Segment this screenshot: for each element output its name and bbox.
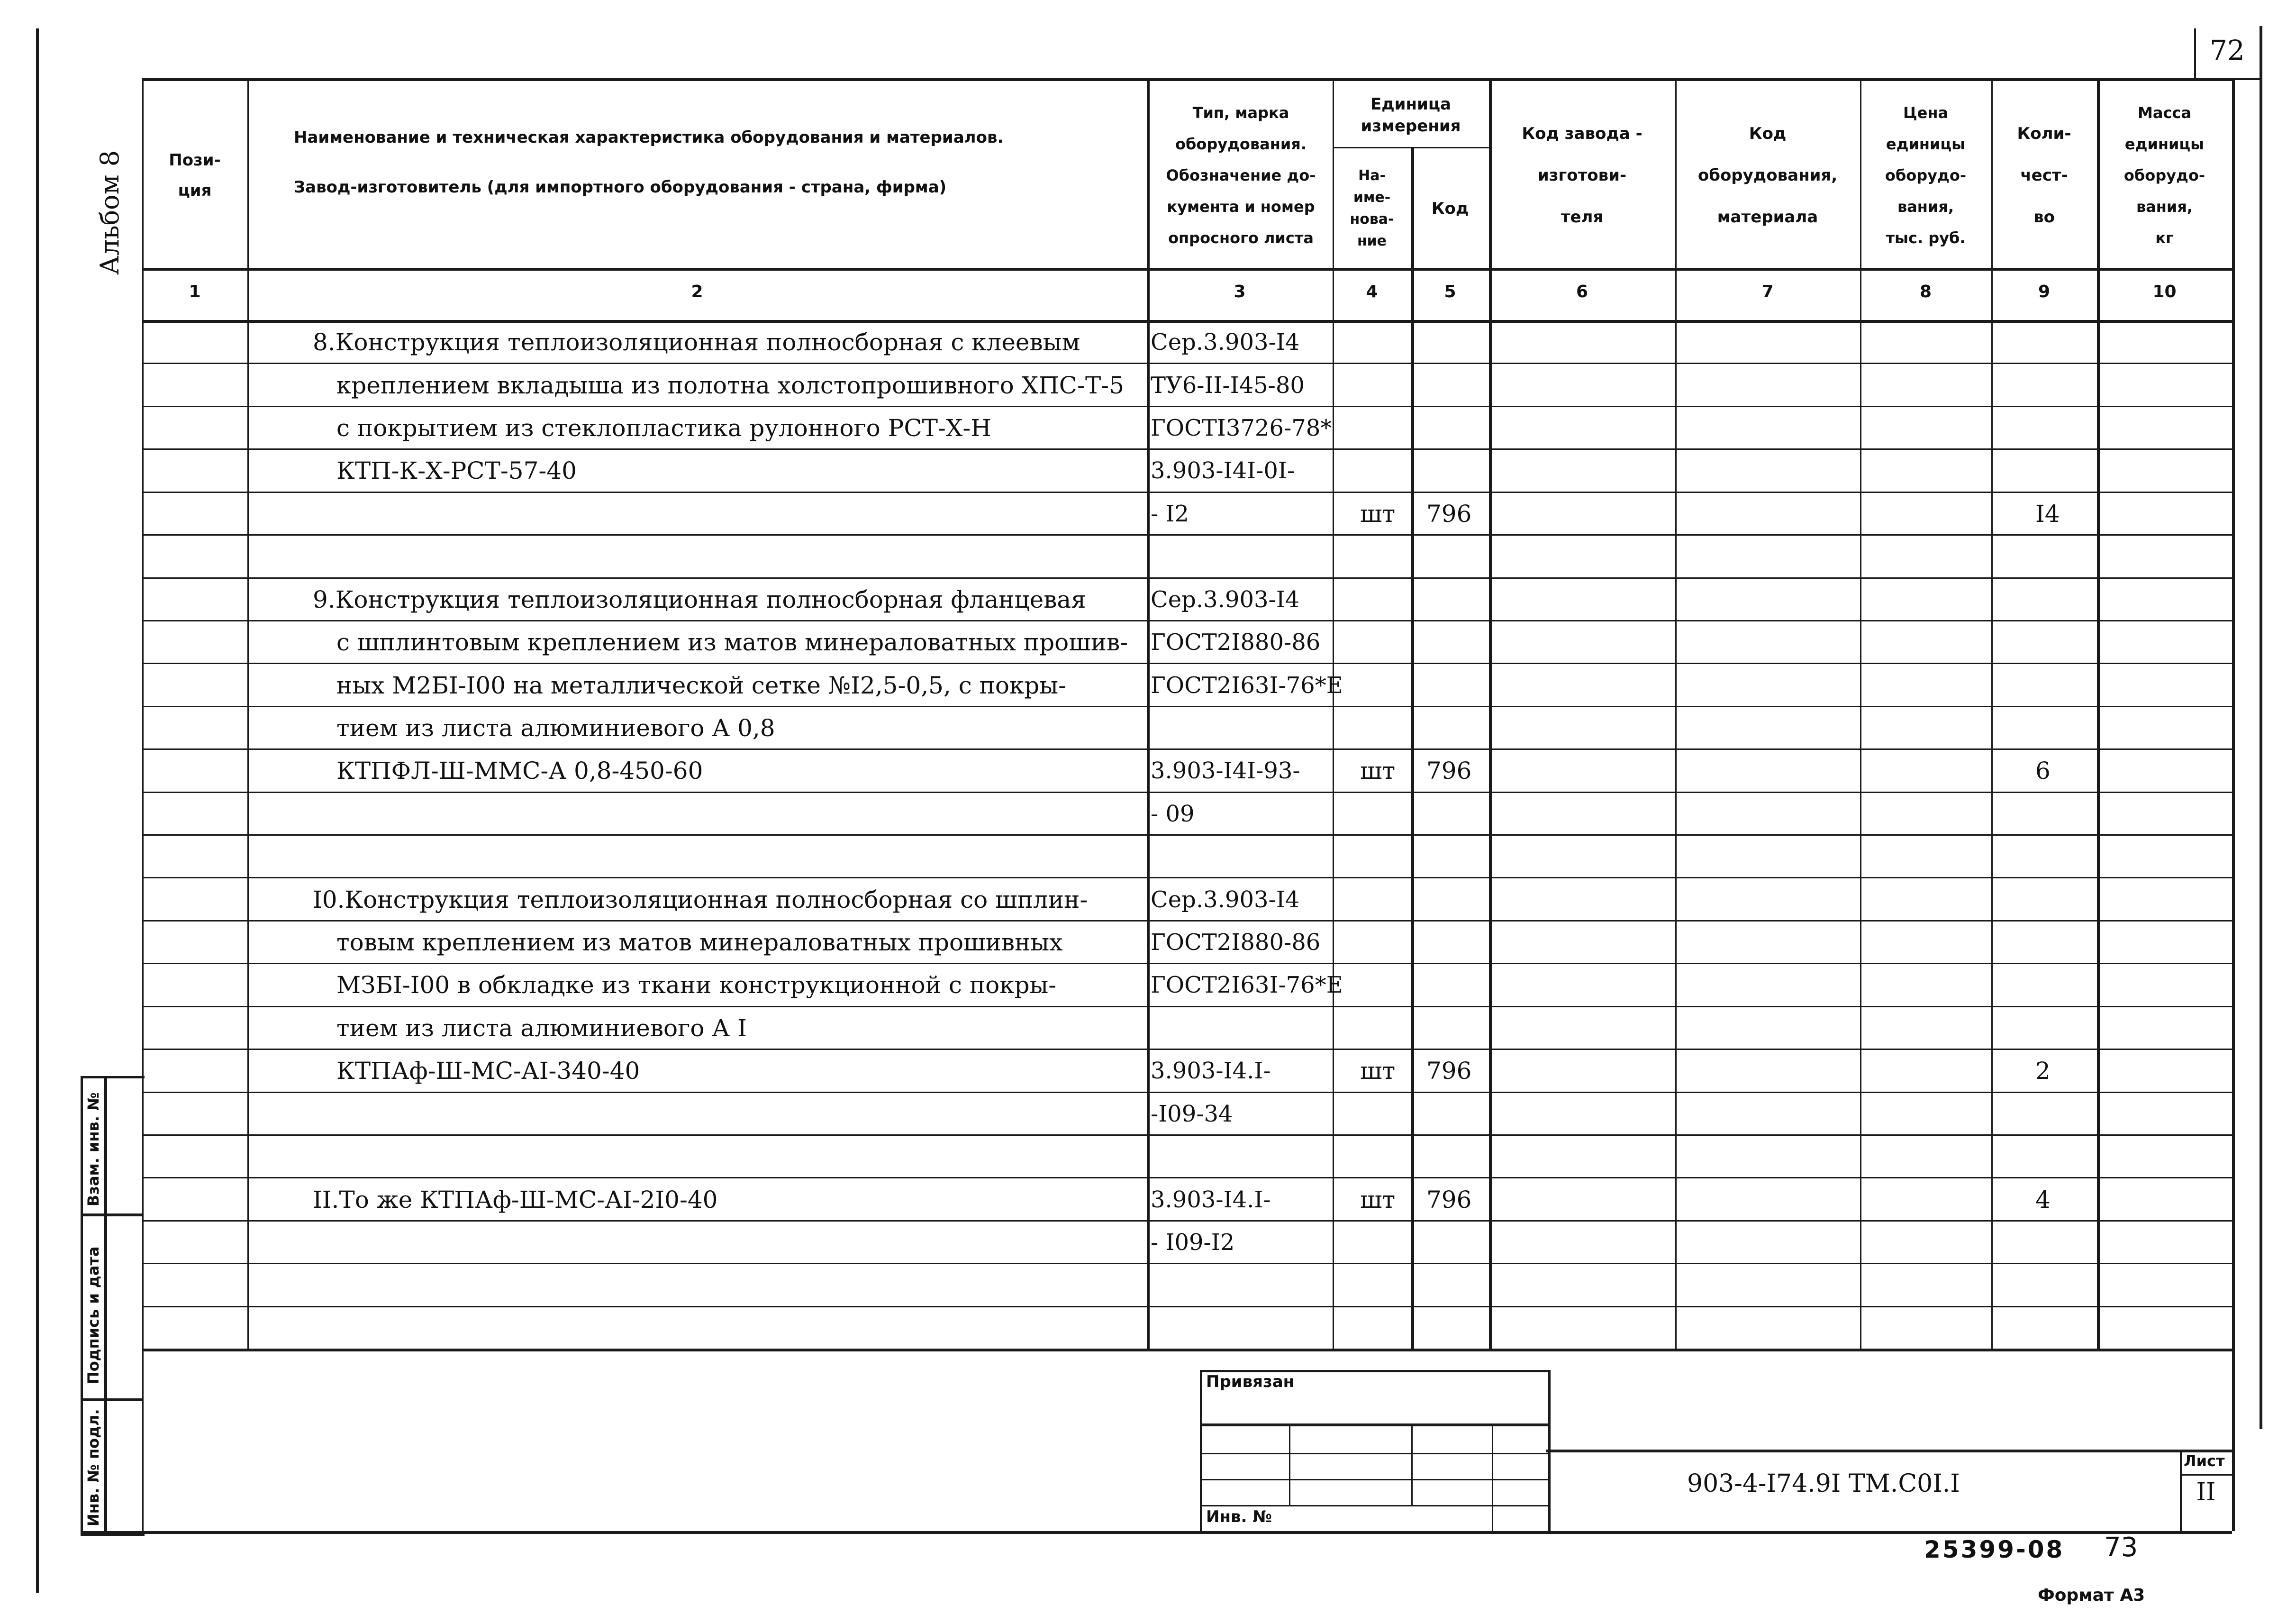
main-frame-bottom	[81, 1531, 2232, 1534]
header-unit-code: Код	[1431, 199, 1469, 218]
row-doc-cell: ГОСТ2I880-86	[1151, 629, 1321, 656]
side-stamp-sep2	[81, 1398, 142, 1401]
row-separator	[142, 363, 2232, 364]
privyazan-sep1	[1200, 1423, 1548, 1426]
row-separator	[142, 492, 2232, 493]
format-label: Формат А3	[2038, 1586, 2145, 1605]
row-separator	[142, 1006, 2232, 1007]
table-bottom-line	[142, 1349, 2232, 1351]
row-separator	[142, 748, 2232, 750]
row-name-cell: 8.Конструкция теплоизоляционная полносборная с клеевым	[313, 328, 1080, 356]
right-edge-line	[2260, 26, 2262, 1429]
row-doc-cell: - 09	[1151, 801, 1195, 827]
header-bottom-line	[142, 268, 2232, 271]
header-equipment-code: Код оборудования, материала	[1697, 124, 1838, 227]
row-doc-cell: ГОСТ2I880-86	[1151, 929, 1321, 956]
row-name-cell: тием из листа алюминиевого А 0,8	[336, 714, 775, 742]
row-separator	[142, 792, 2232, 793]
row-separator	[142, 1049, 2232, 1050]
header-name-1: Наименование и техническая характеристика оборудования и материалов.	[294, 128, 1004, 147]
row-code-cell: 796	[1426, 1057, 1472, 1085]
row-doc-cell: 3.903-I4I-93-	[1151, 757, 1300, 784]
privyazan-col2	[1411, 1423, 1413, 1505]
column-number: 7	[1761, 282, 1774, 301]
row-separator	[142, 920, 2232, 921]
row-doc-cell: ГОСТI3726-78*	[1151, 415, 1332, 441]
header-unit-name: На- име- нова- ние	[1350, 167, 1394, 249]
row-unit-cell: шт	[1360, 757, 1396, 785]
row-separator	[142, 663, 2232, 664]
row-name-cell: с шплинтовым креплением из матов минераловатных прошив-	[336, 629, 1128, 656]
header-quantity: Коли- чест- во	[2017, 124, 2071, 227]
row-separator	[142, 534, 2232, 536]
column-number: 6	[1576, 282, 1588, 301]
page-number: 73	[2104, 1532, 2138, 1563]
row-doc-cell: -I09-34	[1151, 1101, 1233, 1127]
row-name-cell: МЗБI-I00 в обкладке из ткани конструкционной с покры-	[336, 971, 1057, 999]
column-number: 4	[1366, 282, 1378, 301]
row-separator	[142, 1220, 2232, 1222]
row-separator	[142, 620, 2232, 621]
row-name-cell: КТПФЛ-Ш-ММС-А 0,8-450-60	[336, 757, 703, 785]
column-number: 5	[1444, 282, 1456, 301]
row-name-cell: КТПАф-Ш-МС-АI-340-40	[336, 1057, 640, 1085]
row-doc-cell: Сер.3.903-I4	[1151, 329, 1300, 356]
row-name-cell: с покрытием из стеклопластика рулонного РСТ-Х-Н	[336, 414, 991, 442]
row-qty-cell: 2	[2035, 1057, 2051, 1085]
row-unit-cell: шт	[1360, 500, 1396, 528]
doc-code: 903-4-I74.9I ТМ.С0I.I	[1687, 1469, 1960, 1498]
row-separator	[142, 1177, 2232, 1178]
row-separator	[142, 1306, 2232, 1307]
list-sep	[2180, 1474, 2232, 1476]
privyazan-label: Привязан	[1206, 1372, 1295, 1391]
header-unit-group: Единица измерения	[1361, 94, 1461, 136]
privyazan-sep4	[1200, 1505, 1548, 1506]
row-doc-cell: ГОСТ2I63I-76*Е	[1151, 972, 1343, 998]
row-separator	[142, 963, 2232, 964]
privyazan-col1	[1289, 1423, 1290, 1505]
privyazan-sep2	[1200, 1453, 1548, 1454]
header-mass: Масса единицы оборудо- вания, кг	[2124, 104, 2205, 247]
row-code-cell: 796	[1426, 1186, 1472, 1213]
side-stamp-vzam: Взам. инв. №	[84, 1092, 102, 1206]
row-doc-cell: Сер.3.903-I4	[1151, 586, 1300, 613]
row-qty-cell: 4	[2035, 1186, 2051, 1213]
row-code-cell: 796	[1426, 500, 1472, 528]
side-stamp-divider	[104, 1076, 107, 1531]
column-number: 8	[1919, 282, 1932, 301]
row-name-cell: товым креплением из матов минераловатных прошивных	[336, 929, 1063, 956]
column-number: 2	[691, 282, 703, 301]
column-number: 3	[1234, 282, 1246, 301]
row-doc-cell: Сер.3.903-I4	[1151, 886, 1300, 913]
main-frame-top	[142, 78, 2232, 81]
row-name-cell: ных М2БI-I00 на металлической сетке №I2,5-0,5, с покры-	[336, 672, 1066, 699]
unit-group-sep	[1333, 147, 1489, 148]
row-doc-cell: 3.903-I4I-0I-	[1151, 457, 1295, 484]
list-label: Лист	[2184, 1452, 2225, 1470]
row-name-cell: 9.Конструкция теплоизоляционная полносборная фланцевая	[313, 586, 1086, 613]
row-separator	[142, 706, 2232, 707]
row-separator	[142, 834, 2232, 836]
order-number: 25399-08	[1924, 1536, 2065, 1563]
main-frame-right	[2232, 78, 2235, 1531]
row-separator	[142, 1263, 2232, 1264]
row-name-cell: II.То же КТПАф-Ш-МС-АI-2I0-40	[313, 1186, 718, 1213]
row-separator	[142, 877, 2232, 878]
row-qty-cell: I4	[2035, 500, 2060, 528]
header-price: Цена единицы оборудо- вания, тыс. руб.	[1885, 104, 1967, 247]
list-number: II	[2196, 1478, 2216, 1506]
column-number: 1	[189, 282, 201, 301]
row-name-cell: I0.Конструкция теплоизоляционная полносборная со шплин-	[313, 886, 1088, 913]
header-doc-type: Тип, марка оборудования. Обозначение до- кумента и номер опросного листа	[1166, 104, 1316, 247]
corner-number: 72	[2210, 34, 2245, 66]
colnum-bottom-line	[142, 320, 2232, 323]
row-doc-cell: 3.903-I4.I-	[1151, 1186, 1271, 1213]
left-margin-line	[36, 28, 39, 1593]
row-separator	[142, 1092, 2232, 1093]
row-separator	[142, 448, 2232, 450]
row-name-cell: тием из листа алюминиевого А I	[336, 1014, 747, 1042]
row-separator	[142, 1134, 2232, 1136]
row-separator	[142, 577, 2232, 579]
header-name-2: Завод-изготовитель (для импортного оборудования - страна, фирма)	[294, 178, 947, 197]
row-doc-cell: 3.903-I4.I-	[1151, 1058, 1271, 1084]
side-stamp-podpis: Подпись и дата	[84, 1246, 102, 1384]
column-number: 10	[2152, 282, 2177, 301]
stamp-top-line	[1546, 1450, 2232, 1452]
row-doc-cell: - I09-I2	[1151, 1229, 1235, 1256]
privyazan-col3	[1492, 1423, 1493, 1531]
header-position: Пози- ция	[169, 151, 221, 200]
side-stamp-inv: Инв. № подл.	[84, 1409, 102, 1526]
album-label: Альбом 8	[95, 150, 125, 275]
row-doc-cell: - I2	[1151, 501, 1189, 527]
col-line-4	[1411, 147, 1414, 1349]
row-name-cell: креплением вкладыша из полотна холстопрошивного ХПС-Т-5	[336, 372, 1125, 399]
inv-label: Инв. №	[1206, 1507, 1272, 1526]
row-code-cell: 796	[1426, 757, 1472, 785]
row-separator	[142, 406, 2232, 407]
row-unit-cell: шт	[1360, 1186, 1396, 1213]
row-unit-cell: шт	[1360, 1057, 1396, 1085]
column-number: 9	[2038, 282, 2051, 301]
row-name-cell: КТП-К-Х-РСТ-57-40	[336, 457, 577, 484]
row-doc-cell: ТУ6-II-I45-80	[1151, 372, 1305, 399]
header-factory-code: Код завода - изготови- теля	[1522, 124, 1643, 227]
row-qty-cell: 6	[2035, 757, 2051, 785]
row-doc-cell: ГОСТ2I63I-76*Е	[1151, 672, 1343, 699]
privyazan-sep3	[1200, 1479, 1548, 1480]
side-stamp-sep1	[81, 1213, 142, 1216]
